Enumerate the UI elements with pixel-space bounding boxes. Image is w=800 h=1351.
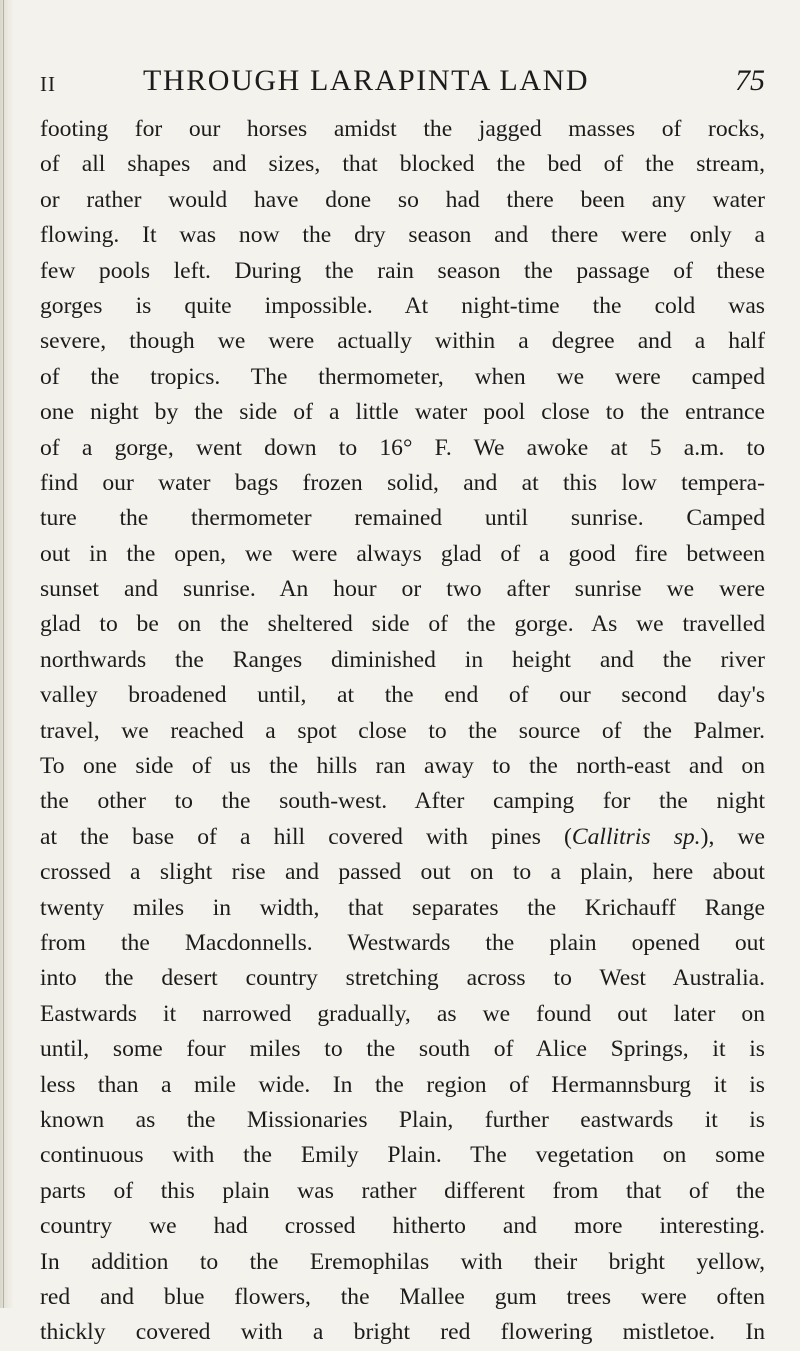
text-line: severe, though we were actually within a degree and a half (40, 328, 765, 355)
text-line-with-italic (40, 820, 765, 855)
text-line: twenty miles in width, that separates the Krichauff Range (40, 894, 765, 921)
text-line: gorges is quite impossible. At night-time the cold was (40, 292, 765, 319)
text-line: country we had crossed hitherto and more interesting. (40, 1213, 765, 1240)
text-line: crossed a slight rise and passed out on to a plain, here about (40, 859, 765, 886)
chapter-numeral: II (40, 72, 56, 96)
text-line: or rather would have done so had there been any water (40, 186, 765, 213)
text-line: continuous with the Emily Plain. The vegetation on some (40, 1142, 765, 1169)
gutter-edge-line (3, 0, 4, 1308)
text-line: find our water bags frozen solid, and at this low tempera- (40, 469, 765, 496)
text-line: until, some four miles to the south of Alice Springs, it is (40, 1036, 765, 1063)
text-line: of the tropics. The thermometer, when we were camped (40, 363, 765, 390)
text-line: few pools left. During the rain season the passage of these (40, 257, 765, 284)
text-line: sunset and sunrise. An hour or two after sunrise we were (40, 576, 765, 603)
text-line: from the Macdonnells. Westwards the plain opened out (40, 929, 765, 956)
text-line: parts of this plain was rather different from that of the (40, 1177, 765, 1204)
text-line: In addition to the Eremophilas with their bright yellow, (40, 1248, 765, 1275)
body-paragraph (40, 112, 765, 1351)
text-line: known as the Missionaries Plain, further eastwards it is (40, 1106, 765, 1133)
species-name-italic: Callitris sp. (571, 823, 701, 850)
text-line: northwards the Ranges diminished in height and the river (40, 646, 765, 673)
text-line: out in the open, we were always glad of a good fire between (40, 540, 765, 567)
text-line: ture the thermometer remained until sunrise. Camped (40, 505, 765, 532)
text-line: thickly covered with a bright red flowering mistletoe. In (40, 1319, 765, 1346)
text-line: To one side of us the hills ran away to the north-east and on (40, 753, 765, 780)
running-header (40, 62, 765, 102)
text-line: of a gorge, went down to 16° F. We awoke at 5 a.m. to (40, 434, 765, 461)
text-line: Eastwards it narrowed gradually, as we found out later on (40, 1000, 765, 1027)
text-line: travel, we reached a spot close to the source of the Palmer. (40, 717, 765, 744)
text-line: footing for our horses amidst the jagged masses of rocks, (40, 116, 765, 142)
text-line: one night by the side of a little water pool close to the entrance (40, 399, 765, 426)
text-line: of all shapes and sizes, that blocked the bed of the stream, (40, 151, 765, 178)
text-line: into the desert country stretching across to West Australia. (40, 965, 765, 992)
page-gutter-shadow (0, 0, 14, 1308)
text-line: red and blue flowers, the Mallee gum trees were often (40, 1283, 765, 1310)
text-segment: at the base of a hill covered with pines ( (40, 823, 572, 850)
running-title: THROUGH LARAPINTA LAND (143, 64, 590, 97)
text-segment: ), we (700, 823, 765, 850)
text-line: less than a mile wide. In the region of Hermannsburg it is (40, 1071, 765, 1098)
text-line: flowing. It was now the dry season and there were only a (40, 222, 765, 249)
text-line: glad to be on the sheltered side of the gorge. As we travelled (40, 611, 765, 638)
page-number: 75 (735, 64, 765, 97)
text-line: valley broadened until, at the end of our second day's (40, 682, 765, 709)
text-line: the other to the south-west. After camping for the night (40, 788, 765, 815)
